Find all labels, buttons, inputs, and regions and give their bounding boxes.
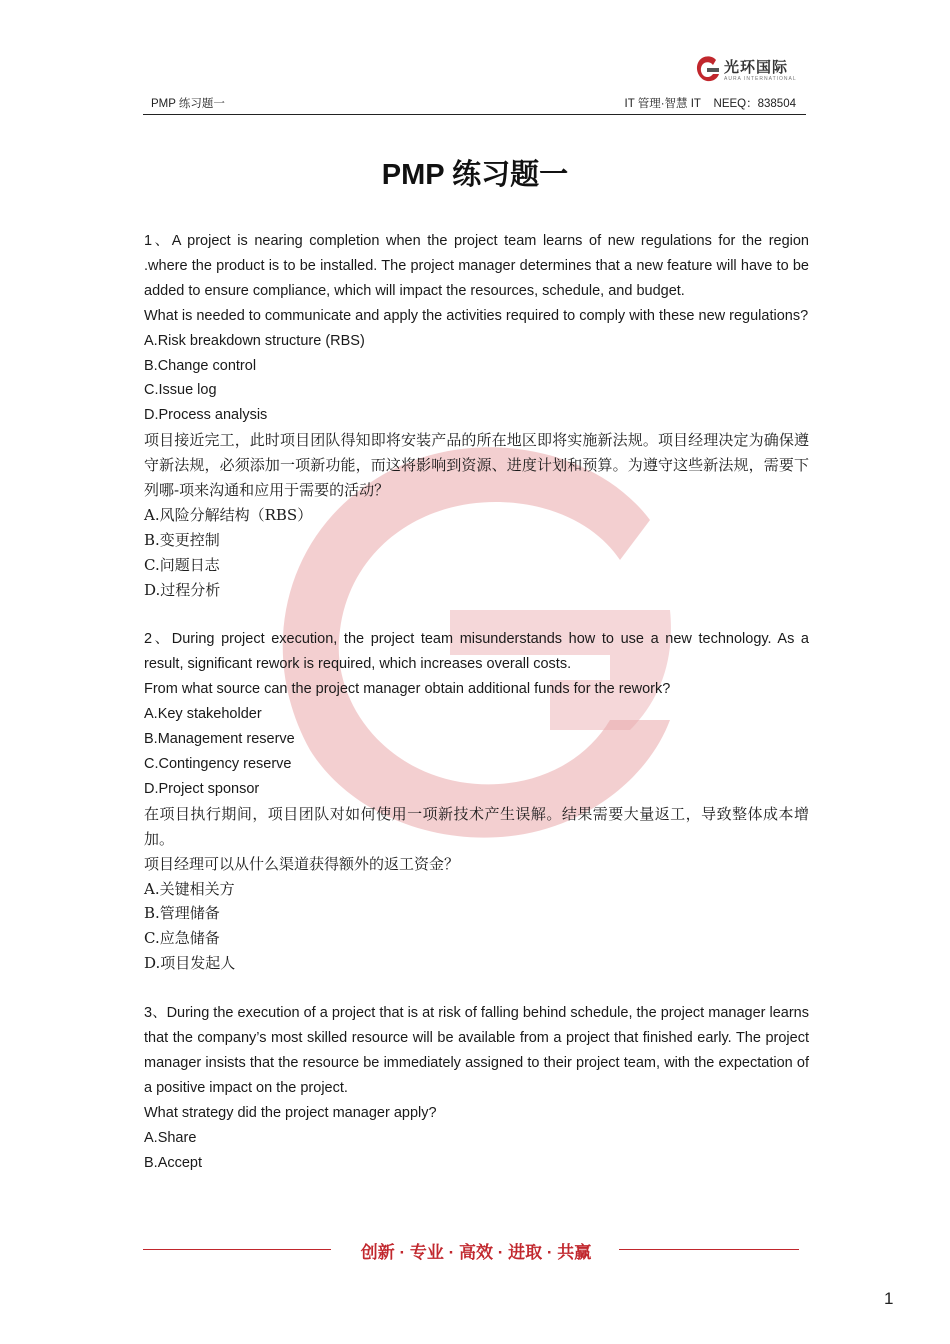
question-2-prompt: From what source can the project manager obtain additional funds for the rework? — [144, 681, 671, 698]
question-3-stem: 3、During the execution of a project that is at risk of falling behind schedule, the project manager learns that the company’s most skilled resource will be available from a project that finished early. The project manager insists that the resource be immediately assigned to their project team, with the expectation of a positive impact on the project. — [144, 1005, 809, 1096]
question-1-zh-stem: 项目接近完工，此时项目团队得知即将安装产品的所在地区即将实施新法规。项目经理决定为确保遵守新法规，必须添加一项新功能，而这将影响到资源、进度计划和预算。为遵守这些新法规，需要下列哪-项来沟通和应用于需要的活动？ — [144, 431, 809, 500]
question-2-option-d: D.Project sponsor — [144, 780, 260, 797]
footer-divider-right — [619, 1249, 799, 1250]
brand-subtitle: AURA INTERNATIONAL — [724, 76, 797, 82]
page-footer — [143, 1238, 799, 1262]
question-2-option-b: B.Management reserve — [144, 731, 295, 748]
question-2-zh-option-c: C.应急储备 — [144, 929, 220, 948]
question-2-zh-stem: 在项目执行期间，项目团队对如何使用一项新技术产生误解。结果需要大量返工，导致整体成本增加。 — [144, 804, 809, 848]
question-3-prompt: What strategy did the project manager apply? — [144, 1104, 437, 1121]
question-1-zh-option-c: C.问题日志 — [144, 555, 220, 574]
question-3-option-b: B.Accept — [144, 1154, 203, 1171]
brand-logo-icon — [694, 54, 722, 84]
header-doc-title: PMP 练习题一 — [151, 98, 225, 110]
brand-name: 光环国际 — [724, 59, 789, 76]
question-3-option-a: A.Share — [144, 1129, 197, 1146]
question-1-zh-option-a: A.风险分解结构（RBS） — [144, 505, 313, 524]
question-2-option-a: A.Key stakeholder — [144, 706, 262, 723]
footer-divider-left — [143, 1249, 331, 1250]
question-1-option-b: B.Change control — [144, 357, 257, 374]
footer-slogan: 创新 · 专业 · 高效 · 进取 · 共赢 — [360, 1243, 592, 1262]
question-1-option-a: A.Risk breakdown structure (RBS) — [144, 332, 365, 349]
page-number: 1 — [884, 1289, 894, 1308]
header-company-info: IT 管理·智慧 IT NEEQ：838504 — [624, 98, 796, 110]
page-title: PMP 练习题一 — [381, 159, 569, 191]
question-1-prompt: What is needed to communicate and apply the activities required to comply with these new regulations? — [144, 307, 809, 324]
question-2-zh-option-b: B.管理储备 — [144, 904, 220, 923]
question-2-option-c: C.Contingency reserve — [144, 756, 292, 773]
question-1-option-d: D.Process analysis — [144, 407, 268, 424]
question-1-stem: 1、A project is nearing completion when the project team learns of new regulations for the region .where the product is to be installed. The project manager determines that a new feature will have to be added to ensure compliance, which will impact the resources, schedule, and budget. — [144, 233, 809, 299]
page-header — [143, 94, 806, 115]
question-2-zh-prompt: 项目经理可以从什么渠道获得额外的返工资金？ — [144, 854, 460, 873]
question-2-zh-option-d: D.项目发起人 — [144, 954, 236, 973]
document-body — [144, 229, 809, 1175]
question-2-stem: 2、During project execution, the project team misunderstands how to use a new technology. As a result, significant rework is required, which increases overall costs. — [144, 631, 809, 673]
brand-logo — [694, 54, 806, 88]
question-2-zh-option-a: A.关键相关方 — [144, 879, 235, 898]
question-1-zh-option-b: B.变更控制 — [144, 530, 220, 549]
question-1-option-c: C.Issue log — [144, 382, 217, 399]
question-1-zh-option-d: D.过程分析 — [144, 580, 221, 599]
